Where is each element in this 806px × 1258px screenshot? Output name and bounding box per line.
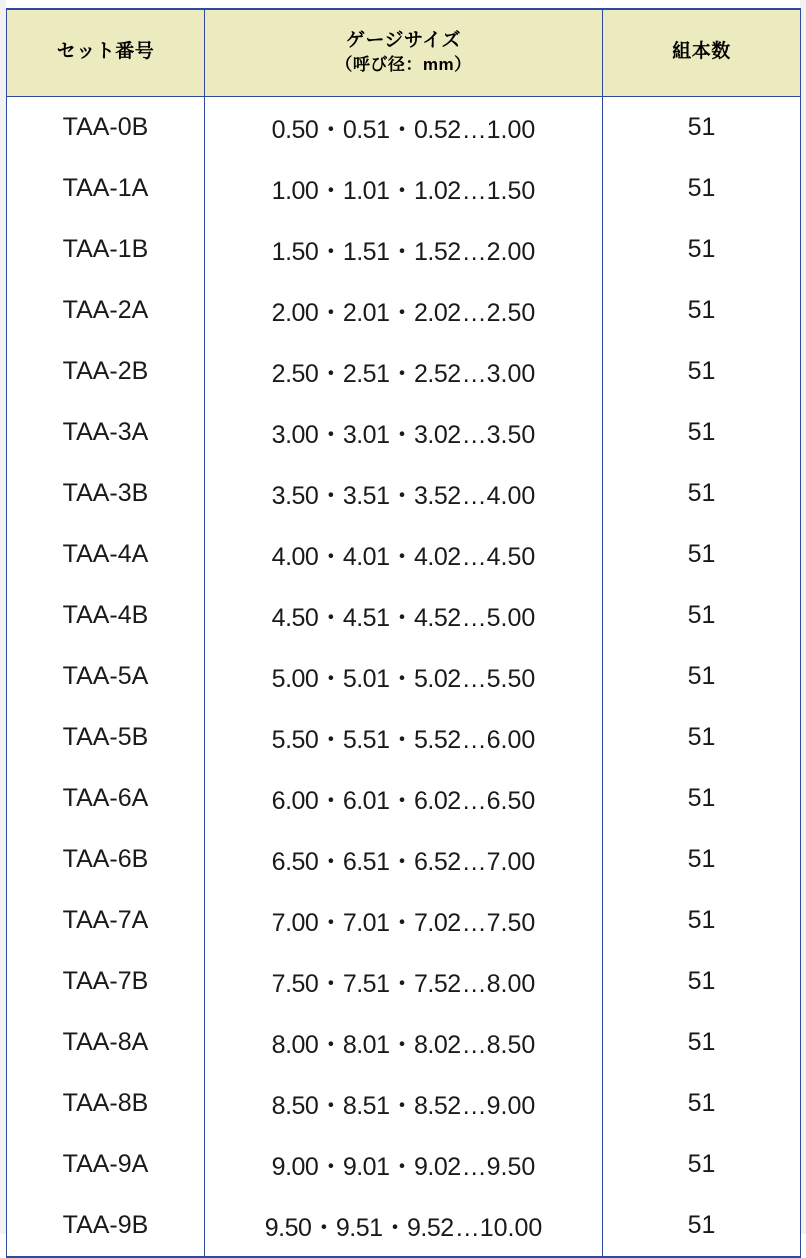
gauge-size-last: 8.00: [486, 969, 536, 998]
cell-set-number: TAA-9A: [7, 1134, 205, 1195]
cell-set-number: TAA-8B: [7, 1073, 205, 1134]
gauge-size-ellipsis: …: [461, 1152, 486, 1181]
gauge-size-last: 6.00: [486, 725, 536, 754]
gauge-size-ellipsis: …: [461, 481, 486, 510]
cell-gauge-size: [205, 158, 603, 219]
cell-gauge-size: [205, 219, 603, 280]
cell-gauge-size: [205, 463, 603, 524]
column-header-gauge-size-unit: （呼び径：mm）: [335, 55, 472, 75]
cell-gauge-size: [205, 524, 603, 585]
gauge-size-last: 5.50: [486, 664, 536, 693]
cell-set-number: TAA-5A: [7, 646, 205, 707]
column-header-gauge-size: [205, 9, 603, 97]
gauge-size-ellipsis: …: [461, 1030, 486, 1059]
table-row: [7, 463, 801, 524]
gauge-size-last: 2.00: [486, 237, 536, 266]
cell-set-number: TAA-1A: [7, 158, 205, 219]
cell-count: 51: [603, 829, 801, 890]
gauge-size-last: 8.50: [486, 1030, 536, 1059]
gauge-size-series: 7.00・7.01・7.02: [271, 908, 461, 937]
gauge-size-series: 4.50・4.51・4.52: [271, 603, 461, 632]
gauge-size-ellipsis: …: [461, 786, 486, 815]
gauge-size-series: 8.00・8.01・8.02: [271, 1030, 461, 1059]
cell-gauge-size: [205, 97, 603, 159]
gauge-size-last: 10.00: [479, 1213, 543, 1242]
cell-count: 51: [603, 707, 801, 768]
cell-gauge-size: [205, 1195, 603, 1257]
gauge-size-series: 9.00・9.01・9.02: [271, 1152, 461, 1181]
table-row: [7, 341, 801, 402]
gauge-size-ellipsis: …: [461, 237, 486, 266]
cell-count: 51: [603, 97, 801, 159]
gauge-size-series: 3.50・3.51・3.52: [271, 481, 461, 510]
gauge-size-ellipsis: …: [461, 542, 486, 571]
cell-count: 51: [603, 219, 801, 280]
gauge-size-ellipsis: …: [461, 1091, 486, 1120]
cell-gauge-size: [205, 585, 603, 646]
gauge-size-ellipsis: …: [461, 359, 486, 388]
gauge-size-ellipsis: …: [461, 115, 486, 144]
cell-set-number: TAA-9B: [7, 1195, 205, 1257]
gauge-size-last: 9.00: [486, 1091, 536, 1120]
gauge-size-ellipsis: …: [461, 298, 486, 327]
cell-count: 51: [603, 951, 801, 1012]
gauge-size-ellipsis: …: [461, 603, 486, 632]
cell-count: 51: [603, 1012, 801, 1073]
gauge-size-last: 2.50: [486, 298, 536, 327]
gauge-size-ellipsis: …: [461, 664, 486, 693]
cell-set-number: TAA-8A: [7, 1012, 205, 1073]
table-row: [7, 280, 801, 341]
cell-gauge-size: [205, 890, 603, 951]
gauge-size-ellipsis: …: [461, 969, 486, 998]
cell-count: 51: [603, 1073, 801, 1134]
cell-set-number: TAA-2A: [7, 280, 205, 341]
cell-set-number: TAA-2B: [7, 341, 205, 402]
column-header-count-label: 組本数: [672, 41, 731, 63]
cell-count: 51: [603, 463, 801, 524]
table-row: [7, 646, 801, 707]
table-row: [7, 585, 801, 646]
cell-set-number: TAA-7B: [7, 951, 205, 1012]
gauge-size-last: 5.00: [486, 603, 536, 632]
cell-set-number: TAA-7A: [7, 890, 205, 951]
gauge-size-series: 1.50・1.51・1.52: [271, 237, 461, 266]
gauge-size-last: 9.50: [486, 1152, 536, 1181]
table-header: [7, 9, 801, 97]
table-row: [7, 1134, 801, 1195]
gauge-size-series: 7.50・7.51・7.52: [271, 969, 461, 998]
cell-set-number: TAA-6A: [7, 768, 205, 829]
gauge-size-last: 6.50: [486, 786, 536, 815]
cell-gauge-size: [205, 280, 603, 341]
gauge-size-series: 2.50・2.51・2.52: [271, 359, 461, 388]
gauge-size-series: 0.50・0.51・0.52: [271, 115, 461, 144]
table-row: [7, 402, 801, 463]
gauge-size-series: 2.00・2.01・2.02: [271, 298, 461, 327]
gauge-set-table: [6, 8, 801, 1258]
cell-gauge-size: [205, 951, 603, 1012]
cell-gauge-size: [205, 829, 603, 890]
gauge-size-ellipsis: …: [461, 725, 486, 754]
table-row: [7, 1195, 801, 1257]
gauge-size-ellipsis: …: [461, 908, 486, 937]
gauge-size-series: 8.50・8.51・8.52: [271, 1091, 461, 1120]
table-row: [7, 768, 801, 829]
cell-gauge-size: [205, 1134, 603, 1195]
gauge-size-last: 4.00: [486, 481, 536, 510]
gauge-size-last: 4.50: [486, 542, 536, 571]
gauge-size-series: 6.50・6.51・6.52: [271, 847, 461, 876]
gauge-size-series: 5.50・5.51・5.52: [271, 725, 461, 754]
gauge-size-ellipsis: …: [461, 847, 486, 876]
table-row: [7, 158, 801, 219]
table-row: [7, 829, 801, 890]
table-row: [7, 707, 801, 768]
cell-set-number: TAA-3B: [7, 463, 205, 524]
gauge-size-series: 1.00・1.01・1.02: [271, 176, 461, 205]
gauge-size-last: 1.00: [486, 115, 536, 144]
gauge-size-last: 3.50: [486, 420, 536, 449]
cell-gauge-size: [205, 707, 603, 768]
table-row: [7, 951, 801, 1012]
table-header-row: [7, 9, 801, 97]
gauge-size-series: 3.00・3.01・3.02: [271, 420, 461, 449]
gauge-size-ellipsis: …: [454, 1213, 479, 1242]
cell-set-number: TAA-1B: [7, 219, 205, 280]
cell-set-number: TAA-0B: [7, 97, 205, 159]
cell-gauge-size: [205, 1012, 603, 1073]
gauge-size-last: 7.50: [486, 908, 536, 937]
cell-set-number: TAA-6B: [7, 829, 205, 890]
gauge-size-ellipsis: …: [461, 176, 486, 205]
cell-count: 51: [603, 768, 801, 829]
cell-set-number: TAA-4A: [7, 524, 205, 585]
cell-count: 51: [603, 341, 801, 402]
table-row: [7, 219, 801, 280]
cell-gauge-size: [205, 768, 603, 829]
cell-set-number: TAA-3A: [7, 402, 205, 463]
cell-gauge-size: [205, 646, 603, 707]
table-row: [7, 524, 801, 585]
table-body: [7, 97, 801, 1258]
gauge-size-last: 1.50: [486, 176, 536, 205]
gauge-size-last: 7.00: [486, 847, 536, 876]
column-header-set-number-label: セット番号: [56, 41, 155, 63]
table-row: [7, 890, 801, 951]
gauge-size-last: 3.00: [486, 359, 536, 388]
cell-count: 51: [603, 585, 801, 646]
gauge-size-series: 6.00・6.01・6.02: [271, 786, 461, 815]
column-header-set-number: [7, 9, 205, 97]
column-header-count: [603, 9, 801, 97]
cell-count: 51: [603, 158, 801, 219]
cell-gauge-size: [205, 341, 603, 402]
gauge-size-series: 4.00・4.01・4.02: [271, 542, 461, 571]
cell-set-number: TAA-4B: [7, 585, 205, 646]
table-row: [7, 1073, 801, 1134]
cell-count: 51: [603, 890, 801, 951]
cell-gauge-size: [205, 1073, 603, 1134]
table-row: [7, 1012, 801, 1073]
table-row: [7, 97, 801, 159]
cell-count: 51: [603, 524, 801, 585]
cell-count: 51: [603, 402, 801, 463]
cell-gauge-size: [205, 402, 603, 463]
gauge-size-ellipsis: …: [461, 420, 486, 449]
cell-count: 51: [603, 1134, 801, 1195]
cell-set-number: TAA-5B: [7, 707, 205, 768]
gauge-size-series: 9.50・9.51・9.52: [264, 1213, 454, 1242]
cell-count: 51: [603, 280, 801, 341]
column-header-gauge-size-label: ゲージサイズ: [345, 29, 462, 51]
gauge-size-series: 5.00・5.01・5.02: [271, 664, 461, 693]
cell-count: 51: [603, 646, 801, 707]
cell-count: 51: [603, 1195, 801, 1257]
